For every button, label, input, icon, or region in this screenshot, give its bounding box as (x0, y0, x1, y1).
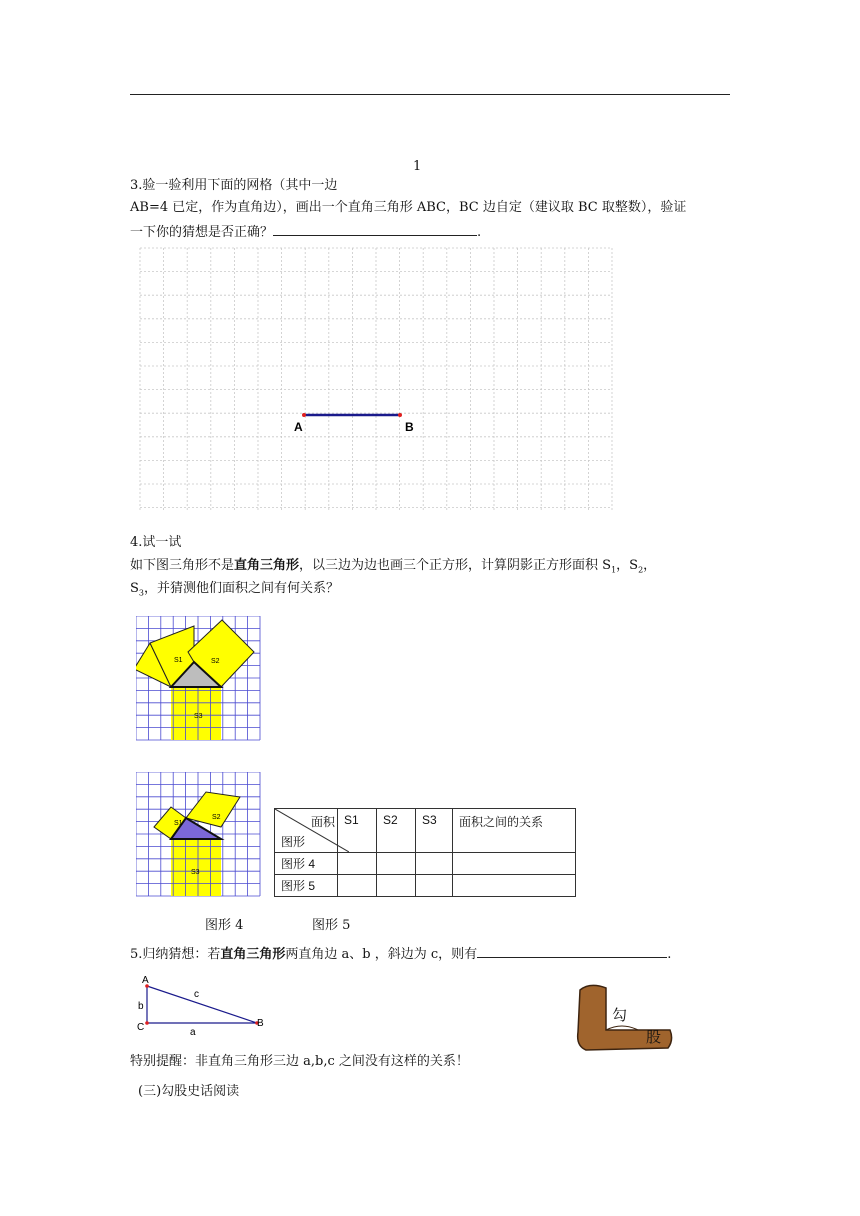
q5-text-a: 5.归纳猜想：若 (130, 947, 221, 962)
q4-sep2: ， (643, 558, 657, 573)
right-triangle-figure (130, 970, 275, 1035)
caption-figure-5: 图形 5 (312, 918, 351, 933)
q4-text-b: ，以三边为边也画三个正方形，计算阴影正方形面积 S (299, 558, 612, 573)
table-row-label: 图形 4 (275, 853, 338, 875)
q3-line3-text: 一下你的猜想是否正确？ (130, 225, 274, 240)
fig5-label-s2: S2 (212, 814, 221, 821)
table-cell[interactable] (416, 875, 453, 897)
q5-end: . (667, 947, 672, 962)
q3-dotted-grid (140, 248, 612, 512)
q4-s3: S (130, 581, 139, 596)
fig5-square-s3 (171, 839, 221, 896)
q3-answer-blank[interactable] (273, 221, 477, 236)
area-relation-table (274, 808, 576, 897)
fig4-label-s3: S3 (194, 713, 203, 720)
q4-sep1: ，S (616, 558, 639, 573)
fig4-label-s1: S1 (174, 657, 183, 664)
q4-line2 (130, 580, 339, 603)
tri-label-c: C (137, 1022, 145, 1033)
right-triangle (147, 986, 257, 1023)
tri-label-a: A (142, 975, 149, 986)
section-3-heading: (三)勾股史话阅读 (138, 1084, 240, 1099)
q4-text-c: ，并猜测他们面积之间有何关系？ (144, 581, 340, 596)
q3-line3-end: . (477, 225, 482, 240)
q5-text-b: 两直角边 a、b ，斜边为 c，则有 (285, 947, 478, 962)
label-b: B (405, 420, 414, 434)
table-cell[interactable] (338, 875, 377, 897)
table-cell[interactable] (416, 853, 453, 875)
q4-text-a: 如下图三角形不是 (130, 558, 235, 573)
label-a: A (294, 420, 303, 434)
q3-line3 (130, 221, 481, 242)
table-header-cell: S2 (377, 809, 416, 853)
gou-label: 勾 (612, 1007, 628, 1024)
point-a-dot (302, 413, 306, 417)
tri-side-c: c (194, 989, 199, 1000)
q5-answer-blank[interactable] (477, 943, 667, 958)
gougu-arm-illustration (572, 982, 677, 1054)
q4-sub3: 3 (138, 588, 144, 598)
diag-bottom-label: 图形 (281, 835, 306, 849)
table-cell[interactable] (453, 853, 576, 875)
page-number: 1 (413, 159, 422, 174)
q5-line (130, 943, 671, 964)
table-cell[interactable] (377, 853, 416, 875)
reminder-text: 特别提醒：非直角三角形三边 a,b,c 之间没有这样的关系！ (130, 1054, 469, 1069)
q3-grid-figure (130, 240, 620, 515)
q3-line1: 3.验一验利用下面的网格（其中一边 (130, 178, 338, 193)
fig4-label-s2: S2 (211, 658, 220, 665)
table-cell[interactable] (338, 853, 377, 875)
table-row (275, 875, 576, 897)
fig5-label-s1: S1 (174, 820, 183, 827)
tri-side-a: a (190, 1027, 196, 1035)
q3-line2: AB=4 已定，作为直角边），画出一个直角三角形 ABC，BC 边自定（建议取 BC 取整数），验证 (130, 200, 687, 215)
table-cell[interactable] (377, 875, 416, 897)
table-cell[interactable] (453, 875, 576, 897)
table-header-cell: S1 (338, 809, 377, 853)
q4-title: 4.试一试 (130, 535, 182, 550)
table-header-row (275, 809, 576, 853)
figure-4 (136, 616, 261, 741)
tri-side-b: b (138, 1001, 144, 1012)
diag-top-label: 面积 (311, 815, 336, 829)
gu-label: 股 (646, 1029, 662, 1046)
tri-label-b: B (257, 1018, 264, 1029)
q5-bold: 直角三角形 (220, 947, 286, 962)
table-row (275, 853, 576, 875)
table-diagonal-header (275, 809, 338, 853)
q4-line1 (130, 557, 656, 580)
header-rule (130, 94, 730, 95)
caption-figure-4: 图形 4 (205, 918, 244, 933)
q4-sub2: 2 (638, 565, 644, 575)
fig5-label-s3: S3 (191, 869, 200, 876)
table-header-cell: 面积之间的关系 (453, 809, 576, 853)
table-row-label: 图形 5 (275, 875, 338, 897)
point-b-dot (398, 413, 402, 417)
vertex-c-dot (145, 1021, 149, 1025)
table-header-cell: S3 (416, 809, 453, 853)
q4-bold: 直角三角形 (234, 558, 300, 573)
q4-sub1: 1 (611, 565, 617, 575)
figure-5 (136, 772, 261, 897)
